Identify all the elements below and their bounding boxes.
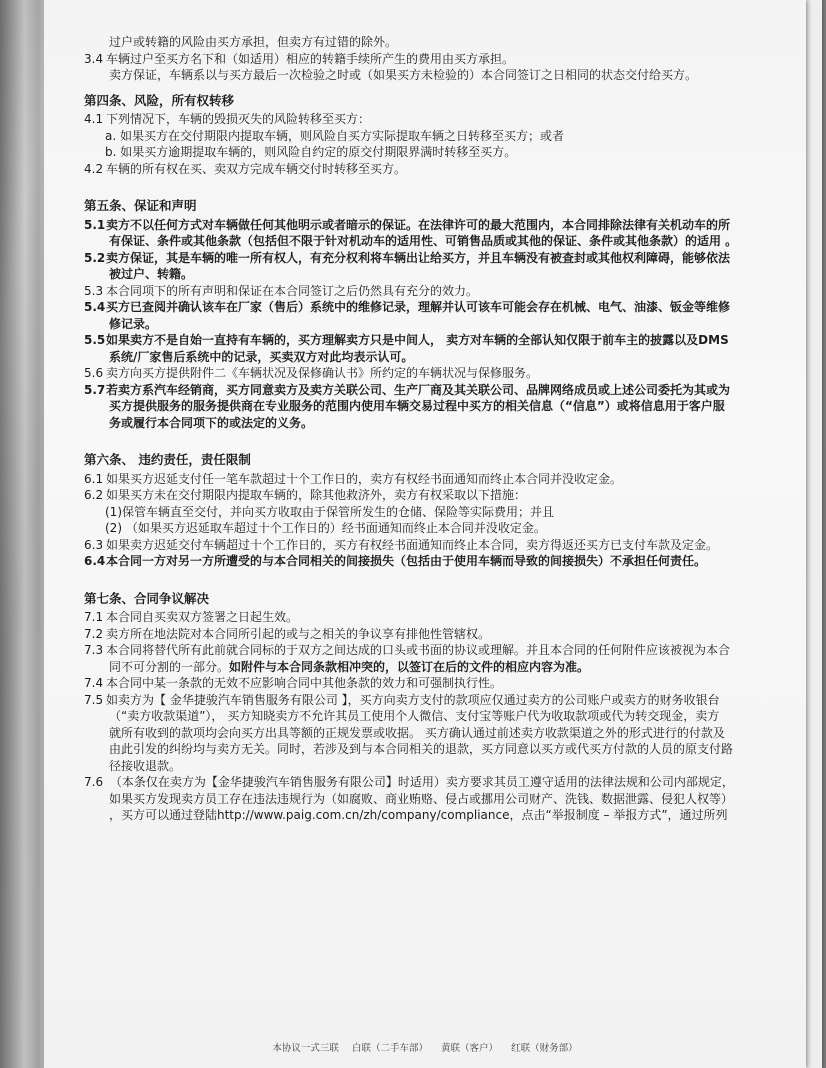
clause-text: 如果买方迟延支付任一笔车款超过十个工作日的，卖方有权经书面通知而终止本合同并没收定金。 bbox=[106, 471, 623, 486]
footer-yellow-copy: 黄联（客户） bbox=[441, 1043, 499, 1054]
clause-item bbox=[84, 692, 804, 709]
clause-item bbox=[84, 283, 804, 300]
clause-item bbox=[84, 332, 804, 349]
clause-number: 6.1 bbox=[84, 471, 104, 486]
section-heading: 第七条、合同争议解决 bbox=[84, 590, 210, 606]
clause-text: 同不可分割的一部分。 bbox=[109, 659, 230, 674]
clause-number: 4.1 bbox=[84, 112, 104, 126]
section-heading: 第五条、保证和声明 bbox=[84, 198, 197, 213]
clause-text: 如果买方未在交付期限内提取车辆的，除其他救济外，卖方有权采取以下措施： bbox=[106, 488, 527, 502]
clause-text: 如果卖方不是自始一直持有车辆的，买方理解卖方只是中间人， 卖方对车辆的全部认知仅限于前车主的披露以及DMS bbox=[106, 333, 729, 347]
clause-text: （本条仅在卖方为【金华捷骏汽车销售服务有限公司】时适用）卖方要求其员工遵守适用的法律法规和公司内部规定， bbox=[106, 775, 734, 789]
clause-text: 卖方所在地法院对本合同所引起的或与之相关的争议享有排他性管辖权。 bbox=[106, 626, 491, 641]
clause-item bbox=[84, 487, 804, 504]
clause-number: 5.2 bbox=[84, 250, 106, 265]
clause-text: 本合同将替代所有此前就合同标的于双方之间达成的口头或书面的协议或理解。并且本合同的任何附件应该被视为本合 bbox=[106, 643, 731, 657]
section-heading: 第六条、 违约责任，责任限制 bbox=[84, 452, 251, 467]
section-heading: 第四条、风险，所有权转移 bbox=[84, 92, 235, 108]
clause-text: 如果卖方迟延交付车辆超过十个工作日的，买方有权经书面通知而终止本合同，卖方得返还买方已支付车款及定金。 bbox=[106, 537, 719, 552]
contract-page bbox=[44, 0, 806, 1068]
clause-continuation: 由此引发的纠纷均与卖方无关。同时，若涉及到与本合同相关的退款，买方同意以买方或代买方付款的人员的原支付路 bbox=[109, 742, 734, 756]
clause-number: 5.6 bbox=[84, 366, 104, 380]
clause-text: 下列情况下，车辆的毁损灭失的风险转移至买方： bbox=[106, 112, 371, 126]
clause-text: 本合同项下的所有声明和保证在本合同签订之后仍然具有充分的效力。 bbox=[106, 283, 479, 298]
clause-continuation: （“卖方收款渠道”）， 买方知晓卖方不允许其员工使用个人微信、支付宝等账户代为收取款项或代为转交现金，卖方 bbox=[109, 709, 720, 723]
clause-number: 7.3 bbox=[84, 643, 104, 657]
clause-item bbox=[84, 774, 804, 791]
clause-item bbox=[84, 382, 804, 399]
clause-continuation: a. 如果买方在交付期限内提取车辆，则风险自买方实际提取车辆之日转移至买方；或者 bbox=[105, 128, 564, 143]
clause-item bbox=[84, 642, 804, 659]
section-gap bbox=[84, 431, 804, 443]
clause-number: 5.5 bbox=[84, 333, 106, 347]
clause-item bbox=[84, 51, 804, 68]
clause-number: 6.4 bbox=[84, 554, 106, 568]
clause-continuation: ，买方可以通过登陆http://www.paig.com.cn/zh/company/compliance，点击“举报制度 – 举报方式”，通过所列 bbox=[109, 808, 728, 822]
section-gap bbox=[84, 177, 804, 189]
clause-continuation: 径接收退款。 bbox=[109, 758, 182, 773]
clause-item bbox=[84, 537, 804, 554]
clause-item bbox=[84, 365, 804, 382]
clause-continuation: 卖方保证，车辆系以与买方最后一次检验之时或（如果买方未检验的）本合同签订之日相同的状态交付给买方。 bbox=[109, 68, 698, 82]
clause-number: 7.6 bbox=[84, 775, 104, 789]
clause-number: 7.5 bbox=[84, 692, 104, 707]
clause-item bbox=[84, 553, 804, 570]
clause-text: 若卖方系汽车经销商，买方同意卖方及卖方关联公司、生产厂商及其关联公司、品牌网络成员或上述公司委托为其或为 bbox=[106, 382, 731, 397]
footer-copies: 本协议一式三联 bbox=[272, 1043, 339, 1054]
clause-item bbox=[84, 250, 804, 267]
clause-continuation: 系统/厂家售后系统中的记录，买卖双方对此均表示认可。 bbox=[109, 349, 414, 364]
clause-item bbox=[84, 609, 804, 626]
clause-number: 5.1 bbox=[84, 217, 106, 232]
clause-continuation: (1)保管车辆直至交付，并向买方收取由于保管所发生的仓储、保险等实际费用；并且 bbox=[105, 504, 555, 519]
clause-text: 本合同自买卖双方签署之日起生效。 bbox=[106, 610, 299, 624]
clause-continuation: 被过户、转籍。 bbox=[109, 267, 194, 281]
clause-number: 6.3 bbox=[84, 537, 104, 552]
clause-continuation: 如果买方发现卖方员工存在违法违规行为（如腐败、商业贿赂、侵占或挪用公司财产、洗钱、数据泄露、侵犯人权等） bbox=[109, 791, 734, 806]
clause-text: 本合同一方对另一方所遭受的与本合同相关的间接损失（包括由于使用车辆而导致的间接损失）不承担任何责任。 bbox=[106, 554, 707, 568]
clause-item bbox=[84, 471, 804, 488]
footer-red-copy: 红联（财务部） bbox=[511, 1043, 578, 1054]
clause-number: 6.2 bbox=[84, 488, 104, 502]
footer-white-copy: 白联（二手车部） bbox=[351, 1043, 428, 1054]
clause-number: 7.4 bbox=[84, 676, 104, 690]
clause-continuation: 有保证、条件或其他条款（包括但不限于针对机动车的适用性、可销售品质或其他的保证、条件或其他条款）的适用 。 bbox=[109, 234, 738, 248]
clause-bold-text: 如附件与本合同条款相冲突的，以签订在后的文件的相应内容为准。 bbox=[229, 659, 590, 674]
clause-number: 7.1 bbox=[84, 610, 104, 624]
clause-number: 5.7 bbox=[84, 382, 106, 397]
clause-continuation: 就所有收到的款项均会向买方出具等额的正规发票或收据。 买方确认通过前述卖方收款渠道之外的形式进行的付款及 bbox=[109, 725, 725, 740]
clause-number: 7.2 bbox=[84, 626, 104, 641]
clause-item bbox=[84, 217, 804, 234]
clause-continuation: 过户或转籍的风险由买方承担，但卖方有过错的除外。 bbox=[109, 35, 398, 49]
clause-continuation: (2) （如果买方迟延取车超过十个工作日的）经书面通知而终止本合同并没收定金。 bbox=[105, 521, 546, 535]
section-gap bbox=[84, 570, 804, 582]
clause-continuation: 修记录。 bbox=[109, 316, 158, 331]
clause-continuation: 务或履行本合同项下的或法定的义务。 bbox=[109, 415, 314, 430]
contract-body bbox=[84, 34, 804, 824]
clause-item bbox=[84, 299, 804, 316]
clause-item bbox=[84, 675, 804, 692]
clause-number: 5.3 bbox=[84, 283, 104, 298]
clause-number: 5.4 bbox=[84, 300, 106, 314]
clause-text: 车辆的所有权在买、卖双方完成车辆交付时转移至买方。 bbox=[106, 161, 407, 176]
clause-text: 卖方保证，其是车辆的唯一所有权人，有充分权利将车辆出让给买方，并且车辆没有被查封或其他权利障碍，能够依法 bbox=[106, 250, 731, 265]
clause-text: 买方已查阅并确认该车在厂家（售后）系统中的维修记录，理解并认可该车可能会存在机械、电气、油漆、钣金等维修 bbox=[106, 300, 731, 314]
clause-text: 本合同中某一条款的无效不应影响合同中其他条款的效力和可强制执行性。 bbox=[106, 676, 503, 690]
clause-continuation: 买方提供服务的服务提供商在专业服务的范围内使用车辆交易过程中买方的相关信息（“信息”）或将信息用于客户服 bbox=[109, 399, 725, 413]
clause-number: 4.2 bbox=[84, 161, 104, 176]
clause-item bbox=[84, 161, 804, 178]
clause-continuation bbox=[84, 659, 804, 676]
clause-text: 如卖方为【 金华捷骏汽车销售服务有限公司 】，买方向卖方支付的款项应仅通过卖方的公司账户或卖方的财务收银台 bbox=[106, 692, 720, 707]
clause-item bbox=[84, 111, 804, 128]
clause-text: 卖方向买方提供附件二《车辆状况及保修确认书》所约定的车辆状况与保修服务。 bbox=[106, 366, 539, 380]
clause-continuation: b. 如果买方逾期提取车辆的，则风险自约定的原交付期限界满时转移至买方。 bbox=[105, 145, 517, 159]
clause-text: 卖方不以任何方式对车辆做任何其他明示或者暗示的保证。在法律许可的最大范围内，本合同排除法律有关机动车的所 bbox=[106, 217, 731, 232]
clause-item bbox=[84, 626, 804, 643]
clause-text: 车辆过户至买方名下和（如适用）相应的转籍手续所产生的费用由买方承担。 bbox=[106, 51, 515, 66]
page-footer bbox=[44, 1040, 806, 1054]
clause-number: 3.4 bbox=[84, 51, 104, 66]
